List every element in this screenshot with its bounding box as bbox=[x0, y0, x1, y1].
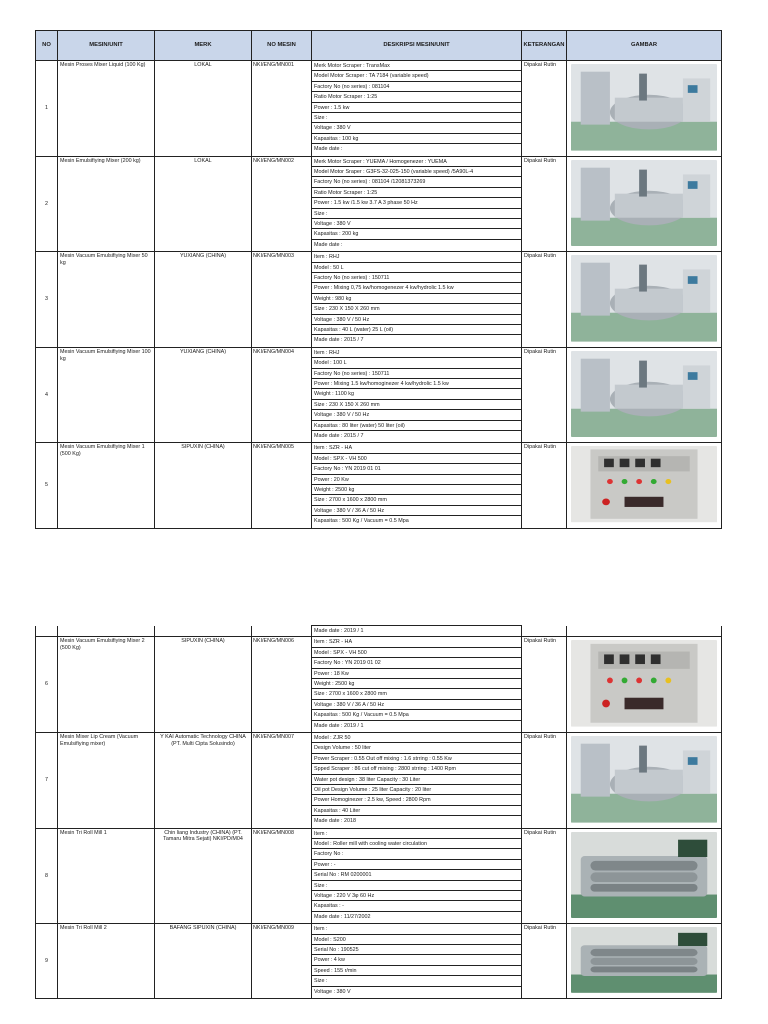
machine-brand: LOKAL bbox=[155, 61, 252, 157]
desc-line: Voltage : 380 V bbox=[314, 988, 351, 995]
control-panel-photo bbox=[571, 640, 717, 727]
machine-brand: YUXIANG (CHINA) bbox=[155, 347, 252, 443]
machine-image-cell bbox=[567, 924, 722, 999]
machine-number: NKI/ENG/MN003 bbox=[252, 252, 312, 348]
machine-image-cell bbox=[567, 828, 722, 924]
desc-line: Serial No : 190525 bbox=[312, 945, 521, 955]
desc-line: Spped Scraper : 86 cut off mixing : 2800 strring : 1400 Rpm bbox=[312, 764, 521, 774]
machine-number: NKI/ENG/MN001 bbox=[252, 61, 312, 157]
machine-description bbox=[312, 156, 522, 252]
desc-line: Model : ZJR 50 bbox=[312, 733, 521, 743]
machine-image-cell bbox=[567, 156, 722, 252]
machine-description bbox=[312, 637, 522, 733]
machine-photo bbox=[571, 351, 717, 438]
desc-line: Factory No (no series) : 081104 /12081373269 bbox=[312, 177, 521, 187]
machine-brand: BAFANG SIPUXIN (CHINA) bbox=[155, 924, 252, 999]
machine-description bbox=[312, 924, 522, 999]
desc-line: Merk Motor Scraper : YUEMA / Homogenezer : YUEMA bbox=[312, 157, 521, 167]
desc-line: Item : bbox=[312, 924, 521, 934]
machine-name: Mesin Vacuum Emulsifiying Mixer 100 kg bbox=[58, 347, 155, 443]
machine-name: Mesin Mixer Lip Cream (Vacuum Emulsifiying mixer) bbox=[58, 732, 155, 828]
machine-image-cell bbox=[567, 61, 722, 157]
table-row bbox=[36, 156, 722, 252]
row-number: 7 bbox=[36, 732, 58, 828]
desc-line: Made date : 11/27/2002 bbox=[314, 913, 371, 920]
desc-line: Power : Mixing 1.5 kw/homoginezer 4 kw/hydrolic 1.5 kw bbox=[312, 379, 521, 389]
desc-line: Design Volume : 50 liter bbox=[312, 743, 521, 753]
desc-line: Item : bbox=[312, 829, 521, 839]
machine-name: Mesin Vacuum Emulsifiying Mixer 2 (500 Kg) bbox=[58, 637, 155, 733]
desc-line: Voltage : 380 V / 50 Hz bbox=[312, 315, 521, 325]
desc-line: Model : 100 L bbox=[312, 358, 521, 368]
cont-cell-merk bbox=[155, 626, 252, 637]
desc-line: Kapasitas : 500 Kg / Vacuum = 0.5 Mpa bbox=[312, 710, 521, 720]
desc-line: Voltage : 380 V bbox=[312, 123, 521, 133]
machine-number: NKI/ENG/MN002 bbox=[252, 156, 312, 252]
machine-status: Dipakai Rutin bbox=[522, 732, 567, 828]
machine-brand: Chin liang Industry (CHINA) (PT. Tamaru Mitra Sejati) NKI/PD/M04 bbox=[155, 828, 252, 924]
desc-line: Weight : 2500 kg bbox=[312, 679, 521, 689]
desc-line: Kapasitas : - bbox=[312, 901, 521, 911]
machine-image-cell bbox=[567, 443, 722, 528]
desc-line: Water pot design : 38 liter Capacity : 30 Liter bbox=[312, 775, 521, 785]
desc-line: Item : RHJ bbox=[312, 252, 521, 262]
desc-line: Voltage : 380 V bbox=[312, 219, 521, 229]
machine-photo bbox=[571, 64, 717, 151]
desc-line: Size : bbox=[312, 209, 521, 219]
desc-line: Factory No (no series) : 150711 bbox=[312, 369, 521, 379]
cont-cell-no-mesin bbox=[252, 626, 312, 637]
desc-line: Ratio Motor Scraper : 1:25 bbox=[312, 92, 521, 102]
header-no-mesin: NO MESIN bbox=[252, 31, 312, 61]
desc-line: Voltage : 220 V 3φ 60 Hz bbox=[312, 891, 521, 901]
header-merk: MERK bbox=[155, 31, 252, 61]
machine-status: Dipakai Rutin bbox=[522, 252, 567, 348]
desc-line: Power : 4 kw bbox=[312, 955, 521, 965]
machine-name: Mesin Tri Roll Mill 1 bbox=[58, 828, 155, 924]
desc-line: Ratio Motor Scraper : 1:25 bbox=[312, 188, 521, 198]
desc-line: Made date : 2019 / 1 bbox=[314, 722, 364, 729]
machine-image-cell bbox=[567, 732, 722, 828]
table-row bbox=[36, 732, 722, 828]
machine-description bbox=[312, 828, 522, 924]
desc-line: Item : RHJ bbox=[312, 348, 521, 358]
table-row bbox=[36, 637, 722, 733]
desc-line: Voltage : 380 V / 36 A / 50 Hz bbox=[312, 506, 521, 516]
machine-status: Dipakai Rutin bbox=[522, 156, 567, 252]
table-row bbox=[36, 443, 722, 528]
cont-cell-gambar bbox=[567, 626, 722, 637]
machine-description bbox=[312, 443, 522, 528]
machine-number: NKI/ENG/MN007 bbox=[252, 732, 312, 828]
machine-status: Dipakai Rutin bbox=[522, 924, 567, 999]
machine-description bbox=[312, 61, 522, 157]
machine-name: Mesin Vacuum Emulsifiying Mixer 50 kg bbox=[58, 252, 155, 348]
desc-line: Factory No : YN 2019 01 02 bbox=[312, 658, 521, 668]
desc-line: Power Homoginezer : 2.5 kw, Speed : 2800 Rpm bbox=[312, 795, 521, 805]
desc-line: Power : 1.5 kw /1.5 kw 3.7 A 3 phase 50 Hz bbox=[312, 198, 521, 208]
desc-line: Power : 20 Kw bbox=[312, 475, 521, 485]
desc-line: Oil pot Design Volume : 25 liter Capacity : 20 liter bbox=[312, 785, 521, 795]
machine-image-cell bbox=[567, 347, 722, 443]
desc-line: Size : bbox=[312, 976, 521, 986]
desc-line: Made date : 2018 bbox=[314, 818, 356, 825]
desc-line: Item : SZR - HA bbox=[312, 637, 521, 647]
row-number: 1 bbox=[36, 61, 58, 157]
machine-name: Mesin Tri Roll Mill 2 bbox=[58, 924, 155, 999]
desc-line: Made date : bbox=[314, 146, 343, 153]
table-row bbox=[36, 61, 722, 157]
desc-line: Model Motor Sraper : G3FS-32-025-150 (variable speed) /5A90L-4 bbox=[312, 167, 521, 177]
desc-line: Made date : 2015 / 7 bbox=[314, 432, 364, 439]
desc-line: Kapasitas : 80 liter (water) 50 liter (oil) bbox=[312, 421, 521, 431]
desc-line: Item : SZR - HA bbox=[312, 443, 521, 453]
desc-line: Made date : bbox=[314, 241, 343, 248]
machine-table-page-1 bbox=[35, 30, 722, 529]
desc-line: Model Motor Scraper : TA 7184 (variable speed) bbox=[312, 71, 521, 81]
machine-brand: SIPUXIN (CHINA) bbox=[155, 443, 252, 528]
desc-line: Size : 2700 x 1600 x 2800 mm bbox=[312, 495, 521, 505]
machine-status: Dipakai Rutin bbox=[522, 347, 567, 443]
desc-line: Speed : 155 r/min bbox=[312, 966, 521, 976]
row-number: 8 bbox=[36, 828, 58, 924]
header-mesin: MESIN/UNIT bbox=[58, 31, 155, 61]
desc-line: Power : Mixing 0,75 kw/homogenezer 4 kw/hydrolic 1.5 kw bbox=[312, 283, 521, 293]
machine-status: Dipakai Rutin bbox=[522, 61, 567, 157]
machine-brand: Y KAI Automatic Technology CHINA (PT. Multi Cipta Solusindo) bbox=[155, 732, 252, 828]
cont-cell-no bbox=[36, 626, 58, 637]
machine-name: Mesin Proses Mixer Liquid (100 Kg) bbox=[58, 61, 155, 157]
row-number: 2 bbox=[36, 156, 58, 252]
continuation-row bbox=[36, 626, 722, 637]
machine-image-cell bbox=[567, 252, 722, 348]
header-gambar: GAMBAR bbox=[567, 31, 722, 61]
desc-line: Power : 1.5 kw bbox=[312, 103, 521, 113]
roll-mill-photo bbox=[571, 927, 717, 993]
table-row bbox=[36, 924, 722, 999]
desc-line: Factory No (no series) : 150711 bbox=[312, 273, 521, 283]
machine-description bbox=[312, 252, 522, 348]
desc-line: Power : - bbox=[312, 860, 521, 870]
machine-name: Mesin Vacuum Emulsifiying Mixer 1 (500 Kg) bbox=[58, 443, 155, 528]
machine-status: Dipakai Rutin bbox=[522, 828, 567, 924]
desc-line: Voltage : 380 V / 50 Hz bbox=[312, 410, 521, 420]
desc-line: Merk Motor Scraper : TransMax bbox=[312, 61, 521, 71]
desc-line: Voltage : 380 V / 36 A / 50 Hz bbox=[312, 700, 521, 710]
machine-photo bbox=[571, 255, 717, 342]
machine-brand: SIPUXIN (CHINA) bbox=[155, 637, 252, 733]
desc-line: Power : 18 Kw bbox=[312, 669, 521, 679]
desc-line: Made date : 2019 / 1 bbox=[314, 628, 364, 634]
machine-number: NKI/ENG/MN005 bbox=[252, 443, 312, 528]
header-no: NO bbox=[36, 31, 58, 61]
row-number: 4 bbox=[36, 347, 58, 443]
desc-line: Model : S200 bbox=[312, 935, 521, 945]
cont-cell-ket bbox=[522, 626, 567, 637]
machine-brand: YUXIANG (CHINA) bbox=[155, 252, 252, 348]
row-number: 5 bbox=[36, 443, 58, 528]
row-number: 6 bbox=[36, 637, 58, 733]
machine-status: Dipakai Rutin bbox=[522, 443, 567, 528]
desc-line: Model : SPX - VH 500 bbox=[312, 454, 521, 464]
desc-line: Serial No : RM 0200001 bbox=[312, 870, 521, 880]
machine-number: NKI/ENG/MN009 bbox=[252, 924, 312, 999]
machine-number: NKI/ENG/MN004 bbox=[252, 347, 312, 443]
machine-name: Mesin Emulsifiying Mixer (200 kg) bbox=[58, 156, 155, 252]
machine-image-cell bbox=[567, 637, 722, 733]
row-number: 9 bbox=[36, 924, 58, 999]
table-row bbox=[36, 252, 722, 348]
desc-line: Size : bbox=[312, 113, 521, 123]
desc-line: Size : 230 X 150 X 260 mm bbox=[312, 400, 521, 410]
desc-line: Kapasitas : 40 Liter bbox=[312, 806, 521, 816]
desc-line: Power Scraper : 0.55 Out off mixing : 1.6 strring : 0.55 Kw bbox=[312, 754, 521, 764]
table-row bbox=[36, 347, 722, 443]
desc-line: Weight : 1100 kg bbox=[312, 389, 521, 399]
desc-line: Kapasitas : 100 kg bbox=[312, 134, 521, 144]
table-header-row bbox=[36, 31, 722, 61]
desc-line: Weight : 980 kg bbox=[312, 294, 521, 304]
desc-line: Size : 230 X 150 X 260 mm bbox=[312, 304, 521, 314]
cont-cell-desc bbox=[312, 626, 522, 637]
machine-number: NKI/ENG/MN008 bbox=[252, 828, 312, 924]
row-number: 3 bbox=[36, 252, 58, 348]
desc-line: Kapasitas : 200 kg bbox=[312, 229, 521, 239]
machine-number: NKI/ENG/MN006 bbox=[252, 637, 312, 733]
desc-line: Kapasitas : 40 L (water) 25 L (oil) bbox=[312, 325, 521, 335]
desc-line: Size : 2700 x 1600 x 2800 mm bbox=[312, 689, 521, 699]
desc-line: Factory No (no series) : 081104 bbox=[312, 82, 521, 92]
machine-photo bbox=[571, 160, 717, 247]
machine-table-page-2 bbox=[35, 625, 722, 999]
control-panel-photo bbox=[571, 446, 717, 522]
desc-line: Model : 50 L bbox=[312, 263, 521, 273]
machine-photo bbox=[571, 736, 717, 823]
desc-line: Size : bbox=[312, 881, 521, 891]
machine-description bbox=[312, 732, 522, 828]
desc-line: Factory No : YN 2019 01 01 bbox=[312, 464, 521, 474]
header-deskripsi: DESKRIPSI MESIN/UNIT bbox=[312, 31, 522, 61]
desc-line: Model : SPX - VH 500 bbox=[312, 648, 521, 658]
desc-line: Weight : 2500 kg bbox=[312, 485, 521, 495]
desc-line: Kapasitas : 500 Kg / Vacuum = 0.5 Mpa bbox=[314, 518, 409, 525]
desc-line: Made date : 2015 / 7 bbox=[314, 337, 364, 344]
roll-mill-photo bbox=[571, 832, 717, 919]
header-keterangan: KETERANGAN bbox=[522, 31, 567, 61]
machine-brand: LOKAL bbox=[155, 156, 252, 252]
table-row bbox=[36, 828, 722, 924]
cont-cell-mesin bbox=[58, 626, 155, 637]
machine-description bbox=[312, 347, 522, 443]
machine-status: Dipakai Rutin bbox=[522, 637, 567, 733]
desc-line: Model : Roller mill with cooling water circulation bbox=[312, 839, 521, 849]
desc-line: Factory No : bbox=[312, 849, 521, 859]
